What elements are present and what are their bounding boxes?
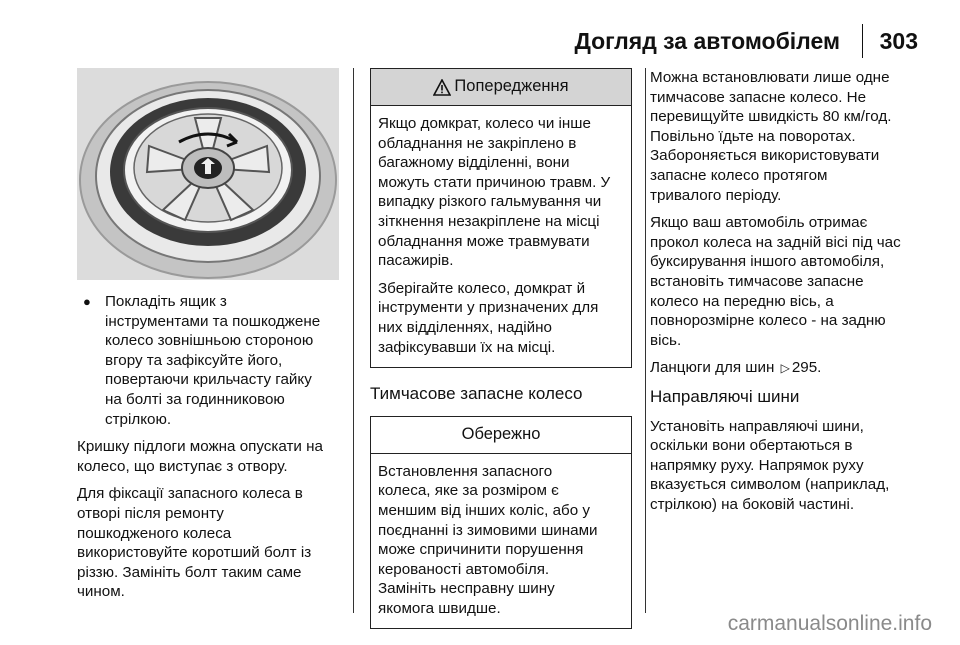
paragraph: Якщо домкрат, колесо чи інше обладнання не закріплено в багажному відділенні, вони можуть стати причиною травм. У випадку різкого гальмування чи зіткнення незакріплене на місці обладнання може травмувати пасажирів. [378, 115, 611, 270]
spare-wheel-illustration [77, 68, 339, 280]
reference-text: Ланцюги для шин [650, 359, 775, 377]
paragraph: Можна встановлювати лише одне тимчасове запасне колесо. Не перевищуйте швидкість 80 км/год. Повільно їдьте на поворотах. Забороняється використовувати запасне колесо протягом тривалого періоду. [650, 69, 892, 204]
column-divider-1 [353, 68, 354, 613]
paragraph: Якщо ваш автомобіль отримає прокол колеса на задній вісі під час буксирування іншого автомобіля, встановіть тимчасове запасне колесо на передню вісь, а повнорозмірне колесо - на задню вісь. [650, 214, 901, 349]
paragraph: Для фіксації запасного колеса в отворі після ремонту пошкодженого колеса використовуйте коротший болт із різзю. Замініть болт таким саме чином. [77, 485, 312, 601]
page-reference-arrow-icon: ▷ [780, 361, 790, 376]
column-1 [77, 68, 343, 610]
caution-box [370, 416, 632, 630]
column-divider-2 [645, 68, 646, 613]
paragraph: Встановлення запасного колеса, яке за розміром є меншим від інших коліс, або у поєднанні із зимовими шинами може спричинити порушення керованості автомобіля. Замініть несправну шину якомога швидше. [378, 462, 598, 617]
bullet-text: Покладіть ящик з інструментами та пошкоджене колесо зовнішньою стороною вгору та зафіксуйте його, повертаючи крильчасту гайку на болті за годинниковою стрілкою. [105, 293, 321, 428]
section-heading-temporary-spare: Тимчасове запасне колесо [370, 384, 583, 404]
page-number: 303 [879, 28, 918, 54]
caution-box-body [371, 454, 631, 629]
header-title: Догляд за автомобілем [574, 28, 840, 54]
watermark: carmanualsonline.info [727, 612, 932, 635]
column-2 [370, 68, 632, 645]
caution-box-header [371, 417, 631, 454]
page-header [0, 24, 960, 58]
warning-box-header [371, 69, 631, 106]
header-divider [862, 24, 863, 58]
tire-chains-reference [650, 358, 932, 379]
caution-box-title: Обережно [461, 424, 541, 443]
instruction-bullet [77, 292, 343, 429]
paragraph: Зберігайте колесо, домкрат й інструменти у призначених для них відділеннях, надійно зафіксувавши їх на місці. [378, 279, 599, 356]
paragraph: Кришку підлоги можна опускати на колесо, що виступає з отвору. [77, 438, 323, 475]
warning-triangle-icon [433, 79, 451, 96]
paragraph: Установіть направляючі шини, оскільки вони обертаються в напрямку руху. Напрямок руху вказується символом (наприклад, стрілкою) на боковій частині. [650, 417, 890, 513]
bullet-dot-icon: ● [83, 294, 91, 309]
warning-box [370, 68, 632, 368]
warning-box-title: Попередження [454, 77, 569, 96]
section-heading-directional-tires: Направляючі шини [650, 386, 800, 406]
warning-box-body [371, 106, 631, 367]
reference-page-link[interactable]: 295. [791, 359, 822, 377]
column-3 [650, 68, 932, 522]
